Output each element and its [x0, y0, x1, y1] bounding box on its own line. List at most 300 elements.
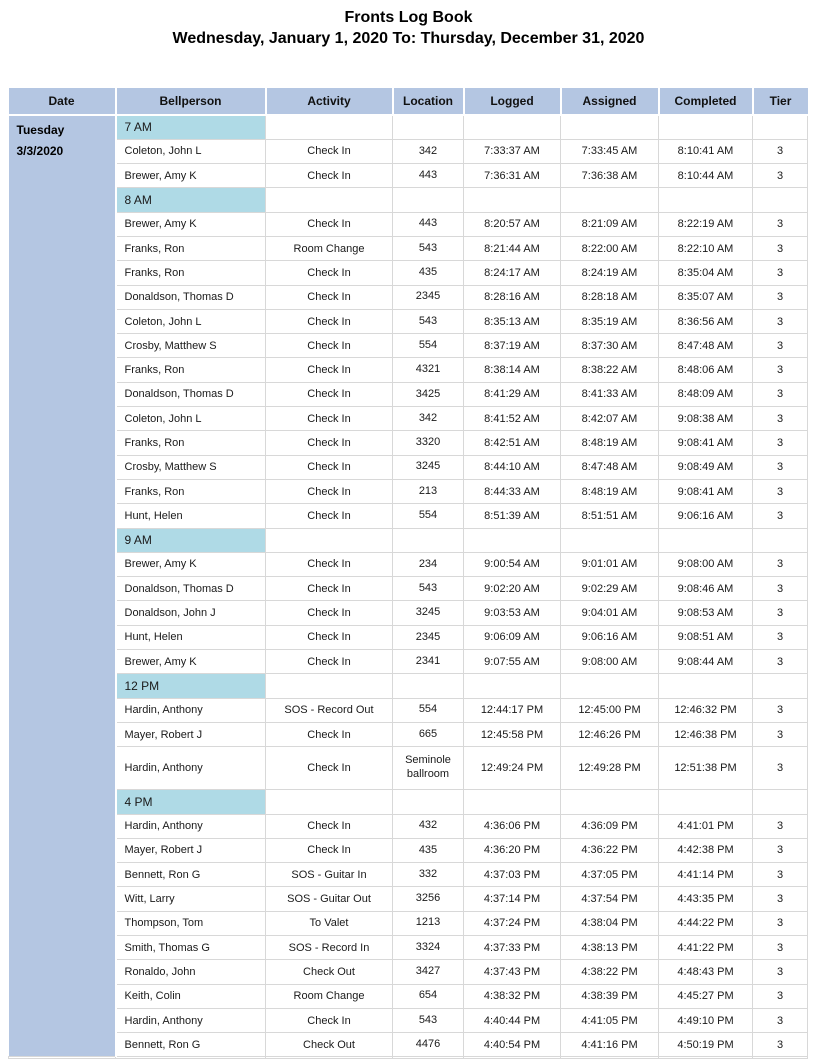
cell-logged: 9:03:53 AM	[464, 601, 561, 625]
log-entry-row	[9, 838, 808, 862]
cell-logged: 8:20:57 AM	[464, 212, 561, 236]
cell-logged: 8:41:52 AM	[464, 407, 561, 431]
time-group-label: 8 AM	[116, 188, 266, 212]
cell-assigned: 8:28:18 AM	[561, 285, 659, 309]
empty-cell	[266, 674, 393, 698]
cell-bellperson: Keith, Colin	[116, 984, 266, 1008]
log-entry-row	[9, 504, 808, 528]
cell-assigned: 8:41:33 AM	[561, 382, 659, 406]
cell-completed: 9:06:16 AM	[659, 504, 753, 528]
cell-logged: 9:02:20 AM	[464, 577, 561, 601]
cell-assigned: 7:36:38 AM	[561, 164, 659, 188]
log-entry-row	[9, 601, 808, 625]
cell-bellperson: Hardin, Anthony	[116, 1008, 266, 1032]
empty-cell	[464, 1057, 561, 1059]
cell-bellperson: Franks, Ron	[116, 261, 266, 285]
cell-logged: 8:51:39 AM	[464, 504, 561, 528]
date-cell	[9, 115, 116, 1057]
cell-activity: Check In	[266, 814, 393, 838]
empty-cell	[659, 674, 753, 698]
log-entry-row	[9, 309, 808, 333]
cell-tier: 3	[753, 431, 808, 455]
cell-completed: 9:08:00 AM	[659, 552, 753, 576]
empty-cell	[464, 674, 561, 698]
cell-logged: 7:33:37 AM	[464, 139, 561, 163]
cell-completed: 4:41:01 PM	[659, 814, 753, 838]
log-entry-row	[9, 698, 808, 722]
empty-cell	[753, 188, 808, 212]
report-header	[0, 0, 817, 50]
empty-cell	[266, 188, 393, 212]
col-header-assigned: Assigned	[561, 88, 659, 115]
cell-completed: 12:46:38 PM	[659, 722, 753, 746]
empty-cell	[753, 790, 808, 814]
cell-completed: 4:49:10 PM	[659, 1008, 753, 1032]
empty-cell	[266, 1057, 393, 1059]
cell-bellperson: Brewer, Amy K	[116, 212, 266, 236]
log-entry-row	[9, 936, 808, 960]
time-group-row	[9, 188, 808, 212]
cell-assigned: 12:46:26 PM	[561, 722, 659, 746]
cell-logged: 8:42:51 AM	[464, 431, 561, 455]
cell-completed: 4:41:14 PM	[659, 863, 753, 887]
cell-tier: 3	[753, 911, 808, 935]
cell-logged: 8:41:29 AM	[464, 382, 561, 406]
log-entry-row	[9, 358, 808, 382]
cell-assigned: 4:38:39 PM	[561, 984, 659, 1008]
log-entry-row	[9, 139, 808, 163]
cell-bellperson: Donaldson, John J	[116, 601, 266, 625]
log-entry-row	[9, 552, 808, 576]
cell-completed: 9:08:53 AM	[659, 601, 753, 625]
log-entry-row	[9, 407, 808, 431]
cell-logged: 8:24:17 AM	[464, 261, 561, 285]
empty-cell	[464, 188, 561, 212]
cell-tier: 3	[753, 285, 808, 309]
cell-location: 3324	[393, 936, 464, 960]
cell-logged: 4:37:24 PM	[464, 911, 561, 935]
time-group-row	[9, 674, 808, 698]
cell-tier: 3	[753, 814, 808, 838]
cell-completed: 9:08:51 AM	[659, 625, 753, 649]
empty-cell	[753, 115, 808, 139]
cell-activity: To Valet	[266, 911, 393, 935]
cell-assigned: 9:08:00 AM	[561, 650, 659, 674]
cell-assigned: 12:49:28 PM	[561, 747, 659, 790]
cell-tier: 3	[753, 863, 808, 887]
cell-assigned: 4:41:05 PM	[561, 1008, 659, 1032]
cell-logged: 12:45:58 PM	[464, 722, 561, 746]
cell-assigned: 8:24:19 AM	[561, 261, 659, 285]
cell-activity: Check In	[266, 139, 393, 163]
log-entry-row	[9, 1033, 808, 1057]
cell-assigned: 8:38:22 AM	[561, 358, 659, 382]
cell-logged: 4:37:03 PM	[464, 863, 561, 887]
cell-assigned: 9:06:16 AM	[561, 625, 659, 649]
cell-location: 342	[393, 407, 464, 431]
log-entry-row	[9, 1008, 808, 1032]
cell-tier: 3	[753, 887, 808, 911]
empty-cell	[393, 790, 464, 814]
cell-location: 342	[393, 139, 464, 163]
cell-activity: SOS - Record In	[266, 936, 393, 960]
cell-bellperson: Franks, Ron	[116, 431, 266, 455]
cell-completed: 8:22:10 AM	[659, 236, 753, 260]
cell-location: 432	[393, 814, 464, 838]
cell-logged: 8:44:10 AM	[464, 455, 561, 479]
cell-assigned: 4:38:13 PM	[561, 936, 659, 960]
cell-assigned: 8:22:00 AM	[561, 236, 659, 260]
log-entry-row	[9, 863, 808, 887]
empty-cell	[561, 115, 659, 139]
cell-location: 332	[393, 863, 464, 887]
cell-completed: 12:51:38 PM	[659, 747, 753, 790]
cell-activity: Check In	[266, 455, 393, 479]
cell-tier: 3	[753, 747, 808, 790]
cell-logged: 9:06:09 AM	[464, 625, 561, 649]
cell-activity: SOS - Guitar Out	[266, 887, 393, 911]
empty-cell	[659, 188, 753, 212]
cell-assigned: 8:35:19 AM	[561, 309, 659, 333]
cell-tier: 3	[753, 382, 808, 406]
cell-bellperson: Coleton, John L	[116, 309, 266, 333]
log-entry-row	[9, 887, 808, 911]
cell-assigned: 8:48:19 AM	[561, 479, 659, 503]
cell-logged: 9:07:55 AM	[464, 650, 561, 674]
log-entry-row	[9, 382, 808, 406]
col-header-logged: Logged	[464, 88, 561, 115]
cell-tier: 3	[753, 455, 808, 479]
time-group-label: 4 PM	[116, 790, 266, 814]
cell-tier: 3	[753, 838, 808, 862]
cell-bellperson: Coleton, John L	[116, 407, 266, 431]
log-entry-row	[9, 577, 808, 601]
cell-location: 3427	[393, 960, 464, 984]
cell-completed: 8:48:09 AM	[659, 382, 753, 406]
cell-assigned: 4:37:05 PM	[561, 863, 659, 887]
cell-location: 3245	[393, 455, 464, 479]
report-body	[8, 88, 807, 1059]
cell-bellperson: Franks, Ron	[116, 236, 266, 260]
cell-location: 443	[393, 212, 464, 236]
cell-assigned: 8:51:51 AM	[561, 504, 659, 528]
cell-assigned: 8:21:09 AM	[561, 212, 659, 236]
cell-location: 543	[393, 309, 464, 333]
cell-activity: Check In	[266, 382, 393, 406]
col-header-completed: Completed	[659, 88, 753, 115]
empty-cell	[266, 790, 393, 814]
cell-location: 443	[393, 164, 464, 188]
cell-tier: 3	[753, 625, 808, 649]
empty-cell	[753, 674, 808, 698]
cell-bellperson: Mayer, Robert J	[116, 838, 266, 862]
cell-bellperson: Franks, Ron	[116, 358, 266, 382]
log-entry-row	[9, 747, 808, 790]
log-entry-row	[9, 479, 808, 503]
empty-cell	[753, 528, 808, 552]
cell-logged: 8:44:33 AM	[464, 479, 561, 503]
cell-tier: 3	[753, 552, 808, 576]
cell-bellperson: Donaldson, Thomas D	[116, 577, 266, 601]
cell-assigned: 9:02:29 AM	[561, 577, 659, 601]
cell-logged: 4:40:44 PM	[464, 1008, 561, 1032]
cell-assigned: 8:42:07 AM	[561, 407, 659, 431]
cell-bellperson: Brewer, Amy K	[116, 552, 266, 576]
cell-tier: 3	[753, 698, 808, 722]
cell-logged: 8:37:19 AM	[464, 334, 561, 358]
cell-completed: 4:42:38 PM	[659, 838, 753, 862]
empty-cell	[561, 674, 659, 698]
cell-logged: 4:36:06 PM	[464, 814, 561, 838]
log-entry-row	[9, 814, 808, 838]
cell-location: 234	[393, 552, 464, 576]
cell-logged: 12:44:17 PM	[464, 698, 561, 722]
cell-activity: SOS - Record Out	[266, 698, 393, 722]
cell-tier: 3	[753, 601, 808, 625]
cell-tier: 3	[753, 212, 808, 236]
empty-cell	[464, 115, 561, 139]
cell-tier: 3	[753, 504, 808, 528]
log-table	[8, 88, 808, 1059]
cell-tier: 3	[753, 960, 808, 984]
cell-location: Seminole ballroom	[393, 747, 464, 790]
cell-activity: Check In	[266, 164, 393, 188]
cell-activity: Room Change	[266, 236, 393, 260]
empty-cell	[561, 790, 659, 814]
time-group-label: 12 PM	[116, 674, 266, 698]
cell-location: 3425	[393, 382, 464, 406]
cell-completed: 8:47:48 AM	[659, 334, 753, 358]
cell-logged: 4:38:32 PM	[464, 984, 561, 1008]
cell-location: 2345	[393, 625, 464, 649]
cell-tier: 3	[753, 722, 808, 746]
cell-tier: 3	[753, 334, 808, 358]
log-entry-row	[9, 164, 808, 188]
empty-cell	[561, 528, 659, 552]
cell-bellperson: Smith, Thomas G	[116, 936, 266, 960]
cell-location: 2345	[393, 285, 464, 309]
cell-logged: 8:28:16 AM	[464, 285, 561, 309]
empty-cell	[116, 1057, 266, 1059]
cell-bellperson: Ronaldo, John	[116, 960, 266, 984]
cell-bellperson: Donaldson, Thomas D	[116, 382, 266, 406]
log-entry-row	[9, 722, 808, 746]
log-entry-row	[9, 431, 808, 455]
cell-completed: 4:43:35 PM	[659, 887, 753, 911]
empty-cell	[464, 790, 561, 814]
cell-bellperson: Hardin, Anthony	[116, 747, 266, 790]
cell-activity: Check Out	[266, 960, 393, 984]
cell-location: 543	[393, 577, 464, 601]
empty-cell	[393, 115, 464, 139]
log-entry-row	[9, 650, 808, 674]
cell-location: 554	[393, 334, 464, 358]
cell-tier: 3	[753, 309, 808, 333]
log-entry-row	[9, 911, 808, 935]
cell-location: 1213	[393, 911, 464, 935]
cell-completed: 8:35:07 AM	[659, 285, 753, 309]
cell-logged: 4:36:20 PM	[464, 838, 561, 862]
empty-cell	[561, 188, 659, 212]
log-entry-row	[9, 285, 808, 309]
cell-logged: 8:38:14 AM	[464, 358, 561, 382]
col-header-tier: Tier	[753, 88, 808, 115]
cell-tier: 3	[753, 577, 808, 601]
time-group-label: 9 AM	[116, 528, 266, 552]
cell-activity: Check In	[266, 650, 393, 674]
empty-cell	[659, 528, 753, 552]
cell-completed: 9:08:41 AM	[659, 431, 753, 455]
cell-logged: 4:37:14 PM	[464, 887, 561, 911]
cell-assigned: 8:37:30 AM	[561, 334, 659, 358]
cell-assigned: 8:47:48 AM	[561, 455, 659, 479]
empty-cell	[393, 188, 464, 212]
time-group-label: 7 AM	[116, 115, 266, 139]
cell-tier: 3	[753, 164, 808, 188]
cell-location: 4476	[393, 1033, 464, 1057]
cell-bellperson: Hunt, Helen	[116, 504, 266, 528]
cell-activity: Check In	[266, 1008, 393, 1032]
date-value: 3/3/2020	[16, 144, 64, 158]
cell-activity: Check In	[266, 358, 393, 382]
cell-completed: 9:08:44 AM	[659, 650, 753, 674]
report-date-range: Wednesday, January 1, 2020 To: Thursday, December 31, 2020	[172, 30, 645, 47]
log-entry-row	[9, 212, 808, 236]
cell-activity: Check In	[266, 212, 393, 236]
cell-activity: Check In	[266, 838, 393, 862]
cell-activity: Check In	[266, 625, 393, 649]
log-table-body	[9, 115, 808, 1059]
cell-activity: Check In	[266, 747, 393, 790]
cell-completed: 4:48:43 PM	[659, 960, 753, 984]
cell-activity: Check In	[266, 722, 393, 746]
cell-activity: Check Out	[266, 1033, 393, 1057]
cell-completed: 4:41:22 PM	[659, 936, 753, 960]
cell-location: 3320	[393, 431, 464, 455]
empty-cell	[753, 1057, 808, 1059]
cell-tier: 3	[753, 1008, 808, 1032]
cell-activity: Check In	[266, 309, 393, 333]
empty-cell	[659, 790, 753, 814]
cell-bellperson: Brewer, Amy K	[116, 650, 266, 674]
cell-completed: 8:10:44 AM	[659, 164, 753, 188]
cell-activity: Check In	[266, 504, 393, 528]
cell-location: 665	[393, 722, 464, 746]
cell-completed: 4:50:19 PM	[659, 1033, 753, 1057]
col-header-activity: Activity	[266, 88, 393, 115]
cell-tier: 3	[753, 236, 808, 260]
cell-logged: 8:21:44 AM	[464, 236, 561, 260]
cell-logged: 9:00:54 AM	[464, 552, 561, 576]
time-group-row	[9, 115, 808, 139]
cell-location: 543	[393, 236, 464, 260]
empty-cell	[266, 115, 393, 139]
time-group-row	[9, 528, 808, 552]
cell-tier: 3	[753, 479, 808, 503]
cell-logged: 4:37:43 PM	[464, 960, 561, 984]
cell-tier: 3	[753, 984, 808, 1008]
cell-bellperson: Thompson, Tom	[116, 911, 266, 935]
cell-completed: 8:48:06 AM	[659, 358, 753, 382]
empty-cell	[266, 528, 393, 552]
cell-location: 4321	[393, 358, 464, 382]
cell-activity: Check In	[266, 479, 393, 503]
cell-bellperson: Brewer, Amy K	[116, 164, 266, 188]
cell-logged: 8:35:13 AM	[464, 309, 561, 333]
cell-location: 435	[393, 838, 464, 862]
cell-assigned: 4:37:54 PM	[561, 887, 659, 911]
cell-completed: 9:08:38 AM	[659, 407, 753, 431]
cell-completed: 9:08:41 AM	[659, 479, 753, 503]
cell-completed: 8:35:04 AM	[659, 261, 753, 285]
log-entry-row	[9, 236, 808, 260]
cell-completed: 8:36:56 AM	[659, 309, 753, 333]
empty-cell	[9, 1057, 116, 1059]
empty-cell	[464, 528, 561, 552]
date-weekday: Tuesday	[16, 123, 65, 137]
log-entry-row	[9, 334, 808, 358]
cutoff-row	[9, 1057, 808, 1059]
cell-tier: 3	[753, 936, 808, 960]
log-entry-row	[9, 261, 808, 285]
empty-cell	[393, 528, 464, 552]
cell-activity: SOS - Guitar In	[266, 863, 393, 887]
cell-location: 2341	[393, 650, 464, 674]
cell-bellperson: Crosby, Matthew S	[116, 334, 266, 358]
empty-cell	[659, 1057, 753, 1059]
cell-assigned: 4:36:09 PM	[561, 814, 659, 838]
cell-assigned: 7:33:45 AM	[561, 139, 659, 163]
cell-activity: Check In	[266, 334, 393, 358]
cell-activity: Room Change	[266, 984, 393, 1008]
cell-location: 435	[393, 261, 464, 285]
cell-logged: 4:37:33 PM	[464, 936, 561, 960]
cell-assigned: 12:45:00 PM	[561, 698, 659, 722]
log-table-header	[9, 88, 808, 115]
cell-bellperson: Hunt, Helen	[116, 625, 266, 649]
cell-assigned: 9:01:01 AM	[561, 552, 659, 576]
cell-bellperson: Coleton, John L	[116, 139, 266, 163]
cell-bellperson: Bennett, Ron G	[116, 863, 266, 887]
cell-tier: 3	[753, 1033, 808, 1057]
log-entry-row	[9, 984, 808, 1008]
cell-logged: 4:40:54 PM	[464, 1033, 561, 1057]
cell-completed: 4:45:27 PM	[659, 984, 753, 1008]
cell-completed: 4:44:22 PM	[659, 911, 753, 935]
log-entry-row	[9, 960, 808, 984]
cell-bellperson: Hardin, Anthony	[116, 814, 266, 838]
empty-cell	[393, 1057, 464, 1059]
cell-bellperson: Donaldson, Thomas D	[116, 285, 266, 309]
report-title: Fronts Log Book	[344, 9, 473, 26]
cell-activity: Check In	[266, 577, 393, 601]
cell-location: 543	[393, 1008, 464, 1032]
time-group-row	[9, 790, 808, 814]
cell-activity: Check In	[266, 407, 393, 431]
cell-assigned: 4:41:16 PM	[561, 1033, 659, 1057]
cell-assigned: 9:04:01 AM	[561, 601, 659, 625]
cell-bellperson: Witt, Larry	[116, 887, 266, 911]
cell-location: 3245	[393, 601, 464, 625]
cell-assigned: 4:36:22 PM	[561, 838, 659, 862]
cell-completed: 9:08:49 AM	[659, 455, 753, 479]
cell-location: 554	[393, 504, 464, 528]
cell-bellperson: Franks, Ron	[116, 479, 266, 503]
cell-activity: Check In	[266, 431, 393, 455]
cell-location: 554	[393, 698, 464, 722]
empty-cell	[659, 115, 753, 139]
cell-logged: 12:49:24 PM	[464, 747, 561, 790]
